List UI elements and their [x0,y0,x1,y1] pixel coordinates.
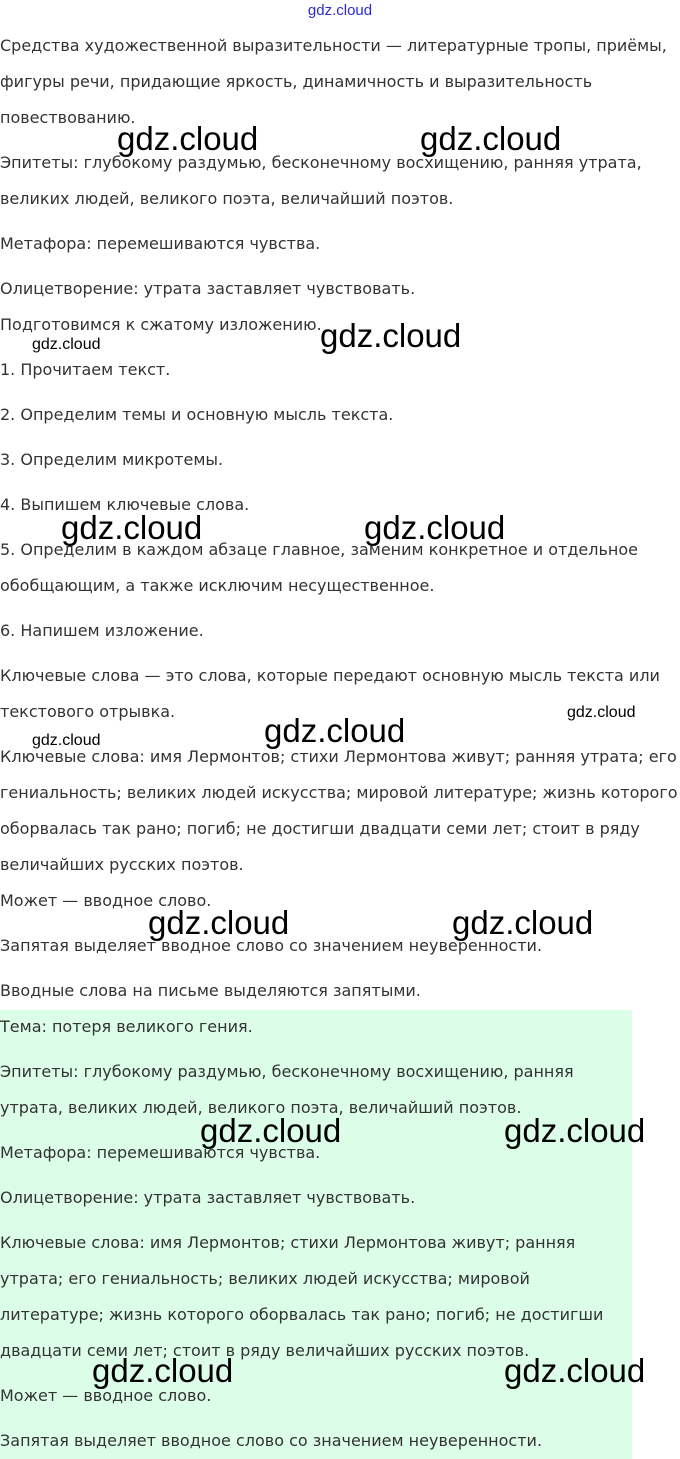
line: Метафора: перемешиваются чувства. [0,1143,321,1162]
line: литературе; жизнь которого оборвалась так рано; погиб; не достигши [0,1305,604,1324]
line: 6. Напишем изложение. [0,621,204,640]
line: 1. Прочитаем текст. [0,360,171,379]
paragraph-comma-rule [0,928,542,964]
step-1 [0,352,170,388]
solution-epithets [0,1054,574,1126]
line: утрата; его гениальность; великих людей искусства; мировой [0,1269,530,1288]
site-link[interactable]: gdz.cloud [307,2,373,19]
line: Может — вводное слово. [0,891,212,910]
line: 3. Определим микротемы. [0,450,224,469]
paragraph-metaphor [0,226,320,262]
watermark: gdz.cloud [504,1352,646,1389]
line: Тема: потеря великого гения. [0,1017,253,1036]
line: Метафора: перемешиваются чувства. [0,234,321,253]
line: Ключевые слова: имя Лермонтов; стихи Лермонтова живут; ранняя утрата; его [0,747,677,766]
line: Запятая выделяет вводное слово со значением неуверенности. [0,1431,543,1450]
line: утрата, великих людей, великого поэта, величайший поэтов. [0,1098,522,1117]
watermark: gdz.cloud [364,509,506,546]
watermark: gdz.cloud [32,336,101,353]
line: фигуры речи, придающие яркость, динамичность и выразительность [0,72,593,91]
solution-keywords [0,1225,603,1369]
watermark: gdz.cloud [117,120,259,157]
line: оборвалась так рано; погиб; не достигши двадцати семи лет; стоит в ряду [0,819,640,838]
line: Ключевые слова: имя Лермонтов; стихи Лермонтова живут; ранняя [0,1233,576,1252]
solution-theme [0,1009,253,1045]
line: двадцати семи лет; стоит в ряду величайших русских поэтов. [0,1341,530,1360]
watermark: gdz.cloud [92,1352,234,1389]
line: Вводные слова на письме выделяются запятыми. [0,981,421,1000]
watermark: gdz.cloud [264,712,406,749]
watermark: gdz.cloud [320,317,462,354]
watermark: gdz.cloud [61,509,203,546]
watermark: gdz.cloud [32,732,101,749]
line: великих людей, великого поэта, величайший поэтов. [0,189,454,208]
paragraph-introductory-word [0,883,211,919]
line: гениальность; великих людей искусства; мировой литературе; жизнь которого [0,783,678,802]
line: обобщающим, а также исключим несущественное. [0,576,435,595]
paragraph-introductory-commas [0,973,421,1009]
step-4 [0,487,249,523]
line: Эпитеты: глубокому раздумью, бесконечному восхищению, ранняя утрата, [0,153,642,172]
line: Средства художественной выразительности — литературные тропы, приёмы, [0,36,667,55]
solution-introductory-word [0,1378,211,1414]
line: Ключевые слова — это слова, которые передают основную мысль текста или [0,666,660,685]
line: Запятая выделяет вводное слово со значением неуверенности. [0,936,543,955]
paragraph-expressive-means [0,28,667,136]
paragraph-personification [0,271,415,307]
line: Может — вводное слово. [0,1386,212,1405]
line: Эпитеты: глубокому раздумью, бесконечному восхищению, ранняя [0,1062,574,1081]
watermark: gdz.cloud [452,904,594,941]
watermark: gdz.cloud [148,904,290,941]
step-5 [0,532,638,604]
line: 5. Определим в каждом абзаце главное, заменим конкретное и отдельное [0,540,639,559]
paragraph-prepare-summary [0,307,322,343]
solution-personification [0,1180,415,1216]
line: 4. Выпишем ключевые слова. [0,495,250,514]
line: текстового отрывка. [0,702,176,721]
line: повествованию. [0,108,136,127]
line: Подготовимся к сжатому изложению. [0,315,322,334]
watermark: gdz.cloud [420,120,562,157]
step-3 [0,442,223,478]
paragraph-epithets [0,145,642,217]
watermark: gdz.cloud [504,1112,646,1149]
line: Олицетворение: утрата заставляет чувствовать. [0,279,416,298]
step-2 [0,397,393,433]
line: 2. Определим темы и основную мысль текста. [0,405,394,424]
step-6 [0,613,204,649]
solution-comma-rule [0,1423,542,1459]
solution-metaphor [0,1135,320,1171]
line: величайших русских поэтов. [0,855,244,874]
line: Олицетворение: утрата заставляет чувствовать. [0,1188,416,1207]
paragraph-keywords [0,739,678,883]
watermark: gdz.cloud [200,1112,342,1149]
watermark: gdz.cloud [567,704,636,721]
paragraph-keywords-definition [0,658,660,730]
